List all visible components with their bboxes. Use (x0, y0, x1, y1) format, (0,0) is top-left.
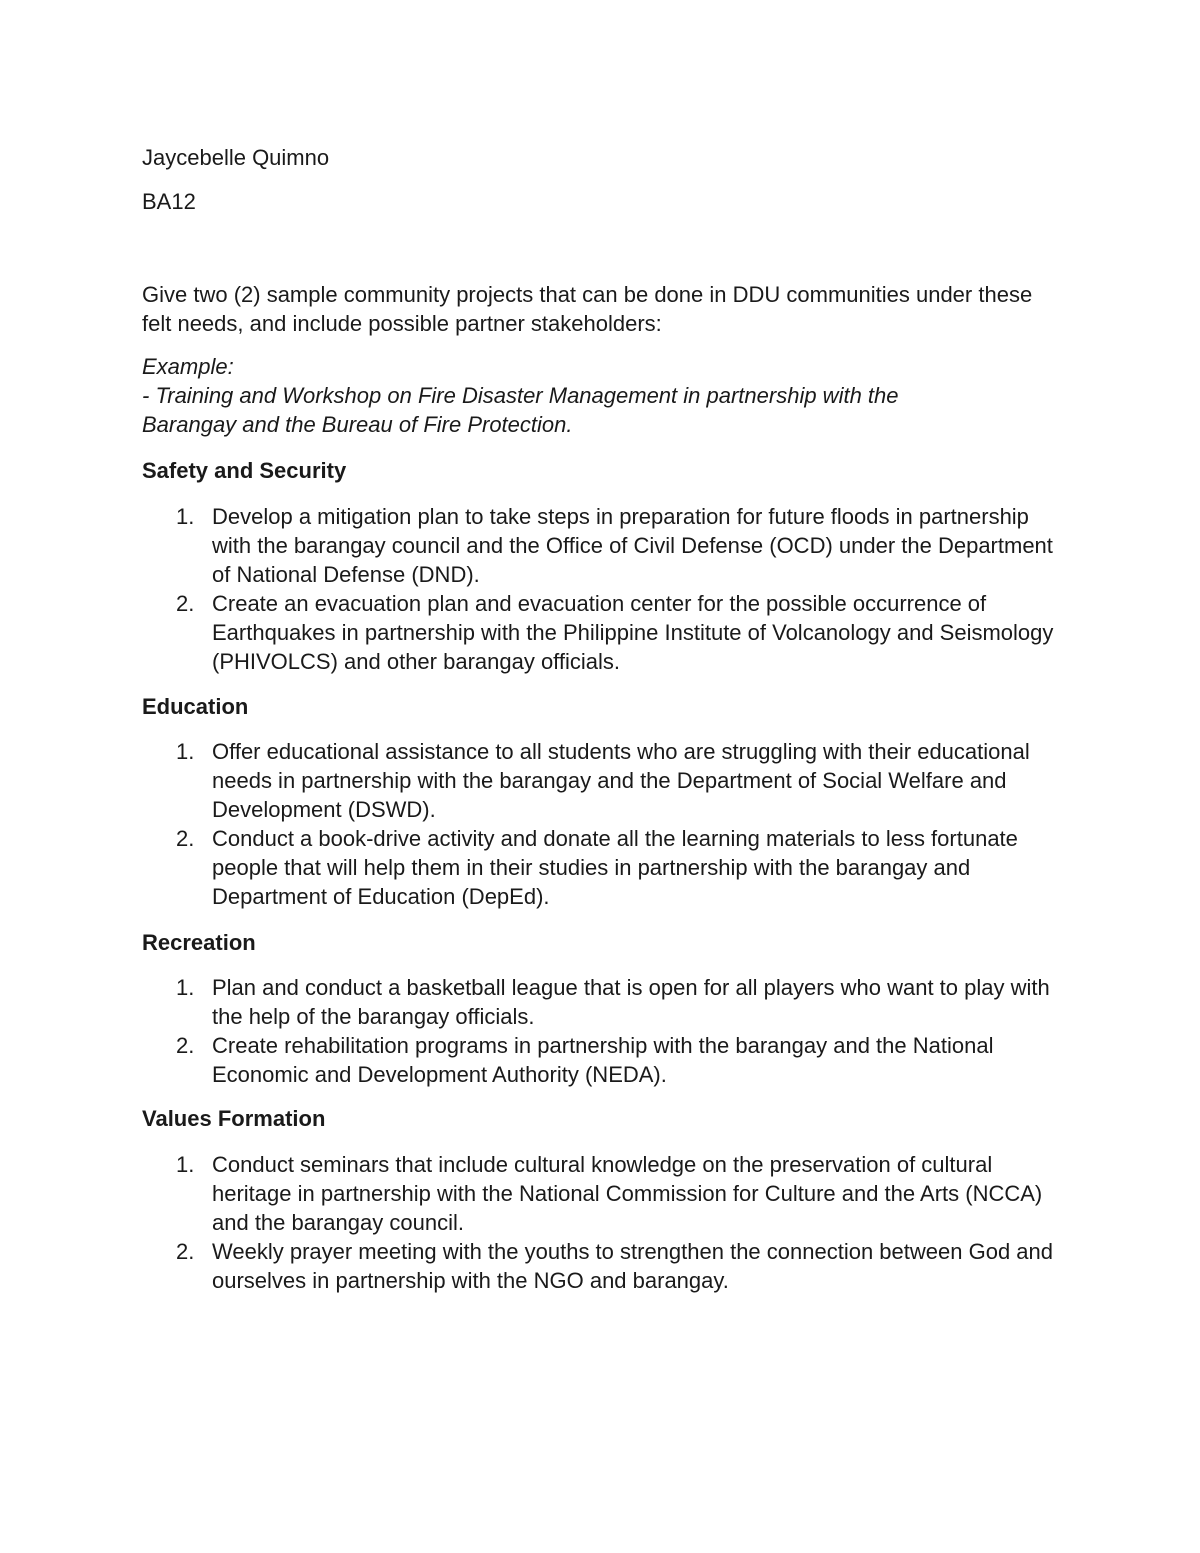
section-recreation-list (142, 973, 1062, 1089)
list-item-number: 1. (176, 739, 195, 764)
list-item-text: Conduct a book-drive activity and donate all the learning materials to less fortunate people that will help them in their studies in partnership with the barangay and Department of Education (DepEd). (212, 826, 1018, 909)
list-item-number: 2. (176, 826, 195, 851)
section-values-heading-block (142, 1104, 1062, 1133)
list-item (142, 589, 1062, 676)
list-item (142, 1237, 1062, 1295)
section-code: BA12 (142, 189, 196, 214)
list-item-text: Create an evacuation plan and evacuation center for the possible occurrence of Earthquakes in partnership with the Philippine Institute of Volcanology and Seismology (PHIVOLCS) and other barangay officials. (212, 591, 1054, 674)
section-education-heading-block (142, 692, 1062, 721)
section-heading: Values Formation (142, 1106, 326, 1131)
list-item-number: 2. (176, 1033, 195, 1058)
list-item-text: Plan and conduct a basketball league that is open for all players who want to play with the help of the barangay officials. (212, 975, 1050, 1029)
section-values-list-block (142, 1150, 1062, 1295)
prompt-block (142, 280, 1062, 338)
section-safety-list (142, 502, 1062, 676)
section-values-list (142, 1150, 1062, 1295)
section-code-block (142, 187, 1062, 216)
list-item (142, 502, 1062, 589)
list-item-number: 1. (176, 504, 195, 529)
example-line-2: Barangay and the Bureau of Fire Protection. (142, 412, 573, 437)
list-item-text: Offer educational assistance to all students who are struggling with their educational needs in partnership with the barangay and the Department of Social Welfare and Development (DSWD). (212, 739, 1030, 822)
section-heading: Safety and Security (142, 458, 347, 483)
author-name-block (142, 143, 1062, 172)
example-label: Example: (142, 354, 234, 379)
section-heading: Education (142, 694, 249, 719)
list-item-number: 2. (176, 591, 195, 616)
list-item (142, 973, 1062, 1031)
list-item (142, 1150, 1062, 1237)
section-education-list-block (142, 737, 1062, 911)
section-heading: Recreation (142, 930, 256, 955)
author-name: Jaycebelle Quimno (142, 145, 330, 170)
list-item-number: 1. (176, 1152, 195, 1177)
section-safety-list-block (142, 502, 1062, 676)
list-item (142, 1031, 1062, 1089)
list-item (142, 824, 1062, 911)
list-item-text: Create rehabilitation programs in partnership with the barangay and the National Economic and Development Authority (NEDA). (212, 1033, 994, 1087)
example-block (142, 352, 1062, 439)
list-item-text: Conduct seminars that include cultural knowledge on the preservation of cultural heritage in partnership with the National Commission for Culture and the Arts (NCCA) and the barangay council. (212, 1152, 1043, 1235)
list-item-text: Develop a mitigation plan to take steps in preparation for future floods in partnership with the barangay council and the Office of Civil Defense (OCD) under the Department of National Defense (DND). (212, 504, 1053, 587)
list-item-number: 2. (176, 1239, 195, 1264)
section-recreation-list-block (142, 973, 1062, 1089)
list-item-text: Weekly prayer meeting with the youths to strengthen the connection between God and ourselves in partnership with the NGO and barangay. (212, 1239, 1053, 1293)
example-line-1: - Training and Workshop on Fire Disaster Management in partnership with the (142, 383, 899, 408)
section-safety-heading-block (142, 456, 1062, 485)
section-education-list (142, 737, 1062, 911)
prompt-question: Give two (2) sample community projects that can be done in DDU communities under these felt needs, and include possible partner stakeholders: (142, 282, 1033, 336)
section-recreation-heading-block (142, 928, 1062, 957)
list-item (142, 737, 1062, 824)
list-item-number: 1. (176, 975, 195, 1000)
